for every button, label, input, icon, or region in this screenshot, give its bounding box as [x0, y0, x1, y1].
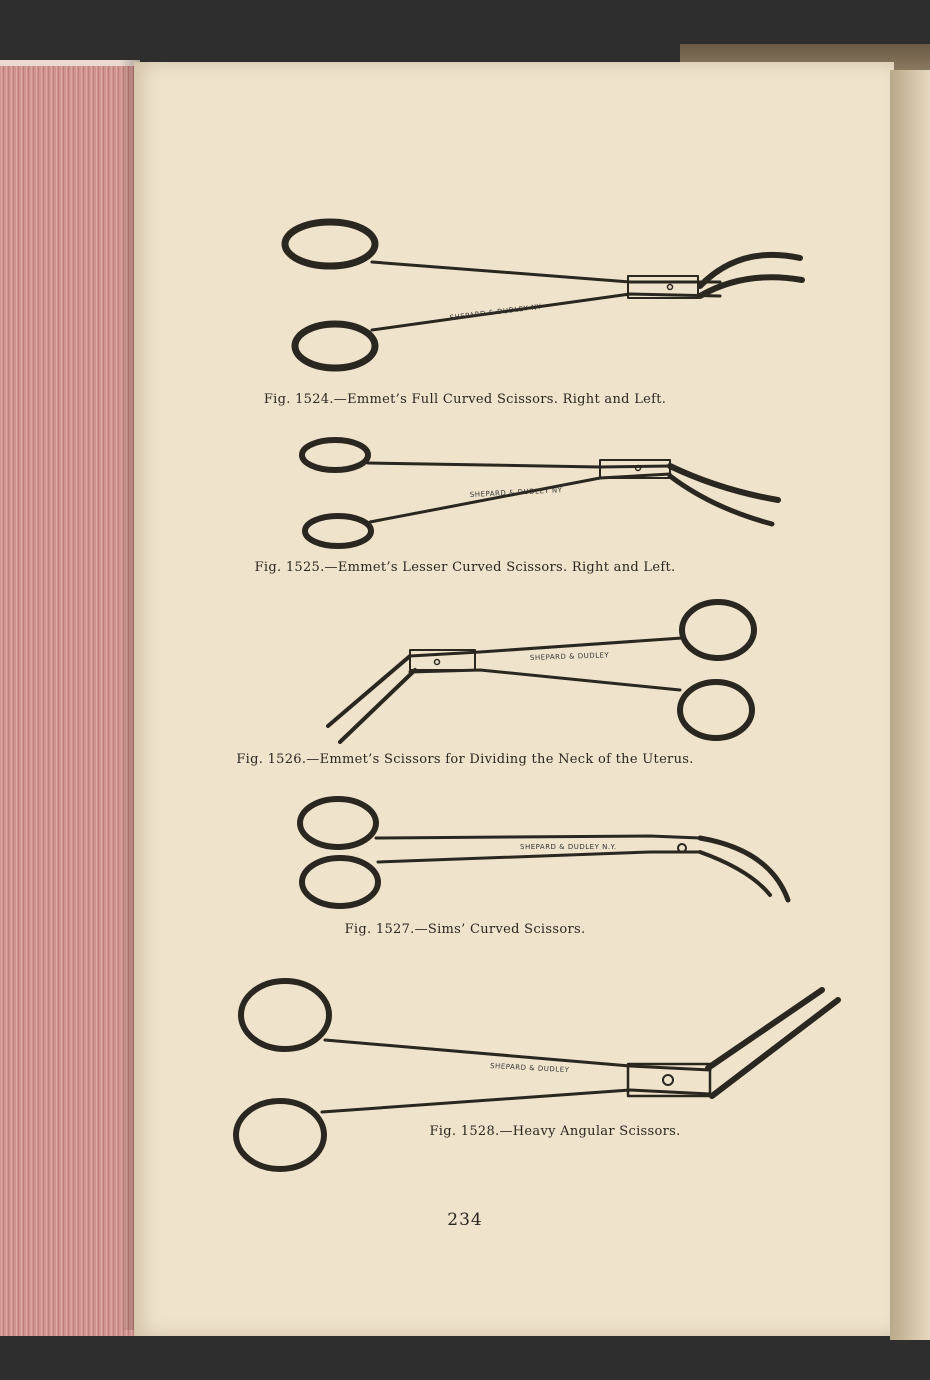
figure-1525-illustration	[302, 440, 778, 546]
page-number: 234	[447, 1210, 483, 1230]
figure-1527-mark: SHEPARD & DUDLEY N.Y.	[520, 843, 617, 851]
figure-1527-illustration	[300, 799, 788, 906]
figure-1524-mark: SHEPARD & DUDLEY NY	[449, 302, 543, 322]
figure-1524-caption: Fig. 1524.—Emmet’s Full Curved Scissors. Right and Left.	[263, 392, 667, 407]
figure-1528-mark: SHEPARD & DUDLEY	[489, 1062, 570, 1075]
figure-1525-caption: Fig. 1525.—Emmet’s Lesser Curved Scissors. Right and Left.	[254, 560, 676, 575]
figure-1526-caption: Fig. 1526.—Emmet’s Scissors for Dividing the Neck of the Uterus.	[236, 752, 694, 767]
figure-1528-caption: Fig. 1528.—Heavy Angular Scissors.	[429, 1124, 681, 1139]
figure-1526-mark: SHEPARD & DUDLEY	[529, 651, 610, 662]
figure-1524-illustration	[285, 222, 802, 368]
figure-1526-illustration	[328, 602, 754, 742]
figure-1527-caption: Fig. 1527.—Sims’ Curved Scissors.	[344, 922, 586, 937]
figure-1528-illustration	[236, 981, 838, 1169]
figure-1525-mark: SHEPARD & DUDLEY NY	[469, 486, 563, 499]
